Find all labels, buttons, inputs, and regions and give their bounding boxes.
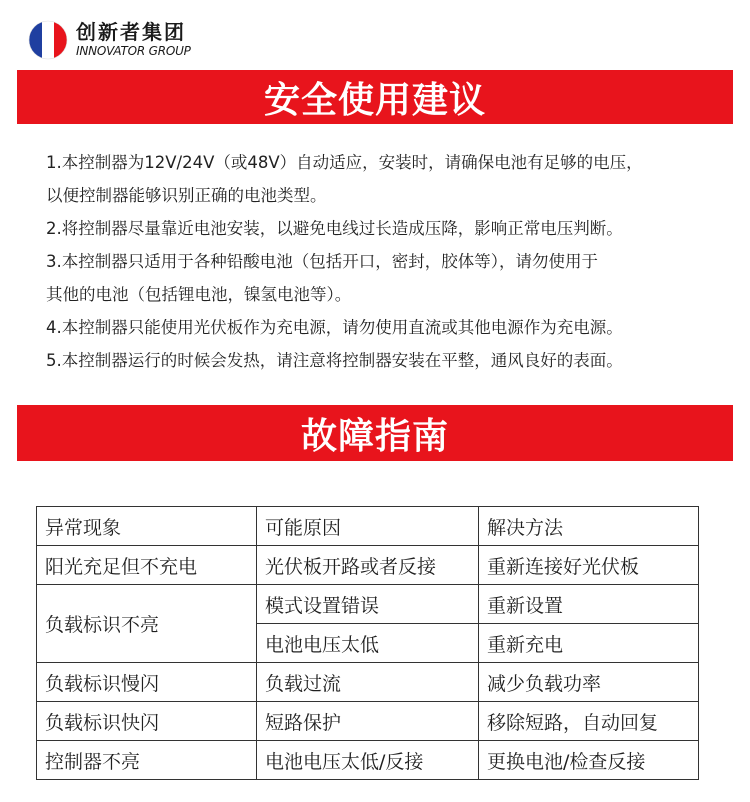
advice-line: 以便控制器能够识别正确的电池类型。	[46, 186, 327, 205]
brand-logo	[28, 18, 191, 62]
safety-advice-text	[46, 148, 726, 379]
symptom-cell: 负载标识慢闪	[37, 663, 257, 702]
advice-line: 5.本控制器运行的时候会发热，请注意将控制器安装在平整，通风良好的表面。	[46, 351, 623, 370]
fix-cell: 重新连接好光伏板	[479, 546, 699, 585]
symptom-cell: 负载标识快闪	[37, 702, 257, 741]
advice-line: 其他的电池（包括锂电池，镍氢电池等）。	[46, 285, 352, 304]
advice-line: 3.本控制器只适用于各种铅酸电池（包括开口，密封，胶体等），请勿使用于	[46, 252, 598, 271]
symptom-cell: 负载标识不亮	[37, 585, 257, 663]
cause-cell: 模式设置错误	[257, 585, 479, 624]
table-row	[37, 546, 699, 585]
cause-cell: 电池电压太低	[257, 624, 479, 663]
table-header-row	[37, 507, 699, 546]
table-row	[37, 585, 699, 624]
symptom-cell: 控制器不亮	[37, 741, 257, 780]
fix-cell: 重新充电	[479, 624, 699, 663]
table-row	[37, 702, 699, 741]
header-symptom: 异常现象	[37, 507, 257, 546]
cause-cell: 光伏板开路或者反接	[257, 546, 479, 585]
table-row	[37, 741, 699, 780]
cause-cell: 负载过流	[257, 663, 479, 702]
section-title-troubleshooting: 故障指南	[17, 405, 733, 461]
fix-cell: 减少负载功率	[479, 663, 699, 702]
header-fix: 解决方法	[479, 507, 699, 546]
advice-line: 1.本控制器为12V/24V（或48V）自动适应，安装时，请确保电池有足够的电压，	[46, 153, 643, 172]
brand-name-cn: 创新者集团	[76, 20, 186, 44]
cause-cell: 短路保护	[257, 702, 479, 741]
fix-cell: 移除短路，自动回复	[479, 702, 699, 741]
logo-emblem-icon	[28, 20, 68, 60]
advice-line: 4.本控制器只能使用光伏板作为充电源，请勿使用直流或其他电源作为充电源。	[46, 318, 623, 337]
fix-cell: 更换电池/检查反接	[479, 741, 699, 780]
advice-line: 2.将控制器尽量靠近电池安装，以避免电线过长造成压降，影响正常电压判断。	[46, 219, 623, 238]
troubleshooting-table	[36, 506, 699, 780]
header-cause: 可能原因	[257, 507, 479, 546]
brand-name-en: INNOVATOR GROUP	[76, 44, 191, 58]
section-title-safety: 安全使用建议	[17, 70, 733, 124]
symptom-cell: 阳光充足但不充电	[37, 546, 257, 585]
table-row	[37, 663, 699, 702]
cause-cell: 电池电压太低/反接	[257, 741, 479, 780]
fix-cell: 重新设置	[479, 585, 699, 624]
